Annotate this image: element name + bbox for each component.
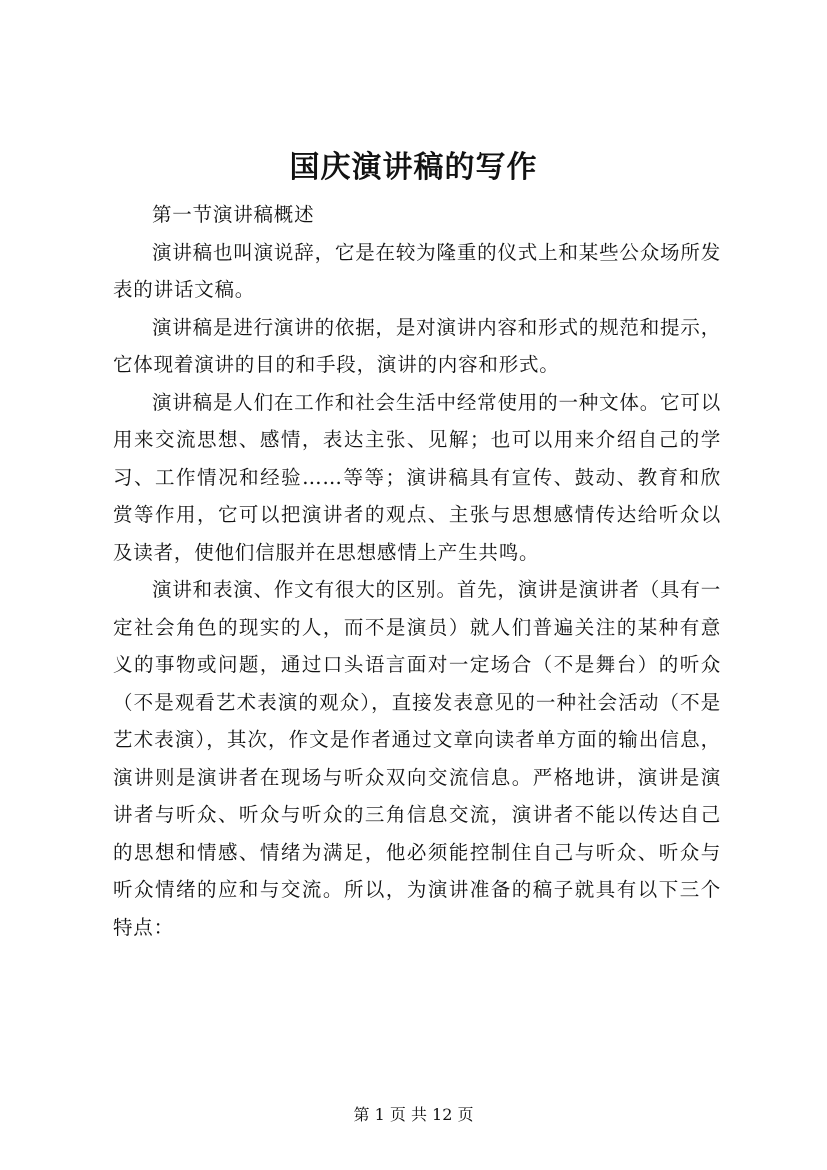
document-body [113,196,721,946]
section-heading: 第一节演讲稿概述 [152,203,315,226]
body-paragraph: 演讲稿是进行演讲的依据，是对演讲内容和形式的规范和提示，它体现着演讲的目的和手段，演讲的内容和形式。 [113,315,721,376]
page-footer: 第 1 页 共 12 页 [353,1105,474,1124]
document-title: 国庆演讲稿的写作 [289,150,538,185]
body-paragraph: 演讲和表演、作文有很大的区别。首先，演讲是演讲者（具有一定社会角色的现实的人，而不是演员）就人们普遍关注的某种有意义的事物或问题，通过口头语言面对一定场合（不是舞台）的听众（不是观看艺术表演的观众），直接发表意见的一种社会活动（不是艺术表演），其次，作文是作者通过文章向读者单方面的输出信息，演讲则是演讲者在现场与听众双向交流信息。严格地讲，演讲是演讲者与听众、听众与听众的三角信息交流，演讲者不能以传达自己的思想和情感、情绪为满足，他必须能控制住自己与听众、听众与听众情绪的应和与交流。所以，为演讲准备的稿子就具有以下三个特点： [113,578,721,939]
body-paragraph: 演讲稿是人们在工作和社会生活中经常使用的一种文体。它可以用来交流思想、感情，表达主张、见解；也可以用来介绍自己的学习、工作情况和经验……等等；演讲稿具有宣传、鼓动、教育和欣赏等作用，它可以把演讲者的观点、主张与思想感情传达给听众以及读者，使他们信服并在思想感情上产生共鸣。 [113,390,721,564]
body-paragraph: 演讲稿也叫演说辞，它是在较为隆重的仪式上和某些公众场所发表的讲话文稿。 [113,240,721,301]
